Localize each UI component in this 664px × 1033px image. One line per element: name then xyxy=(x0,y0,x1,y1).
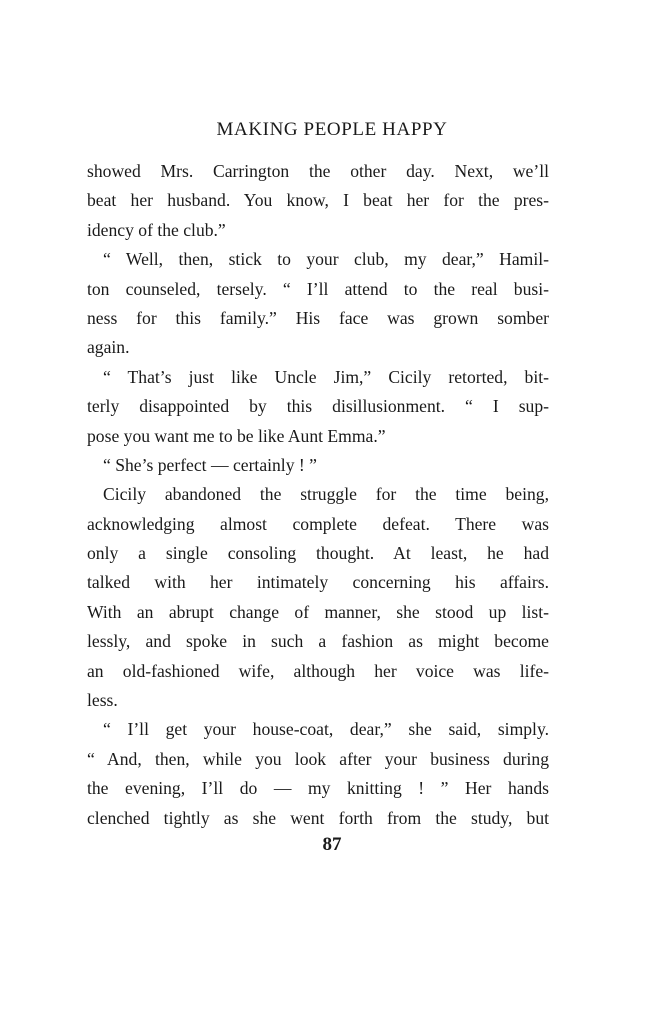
text-line: an old-fashioned wife, although her voice was life- xyxy=(87,660,549,681)
text-line: terly disappointed by this disillusionment. “ I sup- xyxy=(87,396,549,417)
text-line: clenched tightly as she went forth from the study, but xyxy=(87,807,549,828)
text-line: ton counseled, tersely. “ I’ll attend to the real busi- xyxy=(87,278,549,299)
text-line: With an abrupt change of manner, she stood up list- xyxy=(87,601,549,622)
text-line: “ That’s just like Uncle Jim,” Cicily retorted, bit- xyxy=(103,366,549,387)
text-line: showed Mrs. Carrington the other day. Next, we’ll xyxy=(87,161,549,181)
text-line: talked with her intimately concerning his affairs. xyxy=(87,572,549,593)
text-line: Cicily abandoned the struggle for the time being, xyxy=(103,484,549,505)
text-line: beat her husband. You know, I beat her for the pres- xyxy=(87,190,549,211)
text-line: the evening, I’ll do — my knitting ! ” Her hands xyxy=(87,778,549,799)
text-line: less. xyxy=(87,690,118,711)
text-line: acknowledging almost complete defeat. There was xyxy=(87,513,549,534)
running-head: MAKING PEOPLE HAPPY xyxy=(216,119,448,140)
text-line: lessly, and spoke in such a fashion as might become xyxy=(87,631,549,652)
text-line: again. xyxy=(87,337,130,358)
page-number: 87 xyxy=(322,834,342,855)
text-line: only a single consoling thought. At least, he had xyxy=(87,543,549,564)
text-line: ness for this family.” His face was grown somber xyxy=(87,307,549,328)
text-line: pose you want me to be like Aunt Emma.” xyxy=(87,425,386,446)
text-line: “ Well, then, stick to your club, my dear,” Hamil- xyxy=(103,249,549,270)
text-line: idency of the club.” xyxy=(87,219,226,240)
body-text xyxy=(87,157,549,833)
text-line: “ And, then, while you look after your business during xyxy=(87,748,549,769)
text-line: “ I’ll get your house-coat, dear,” she said, simply. xyxy=(103,719,549,740)
text-line: “ She’s perfect — certainly ! ” xyxy=(103,454,317,475)
